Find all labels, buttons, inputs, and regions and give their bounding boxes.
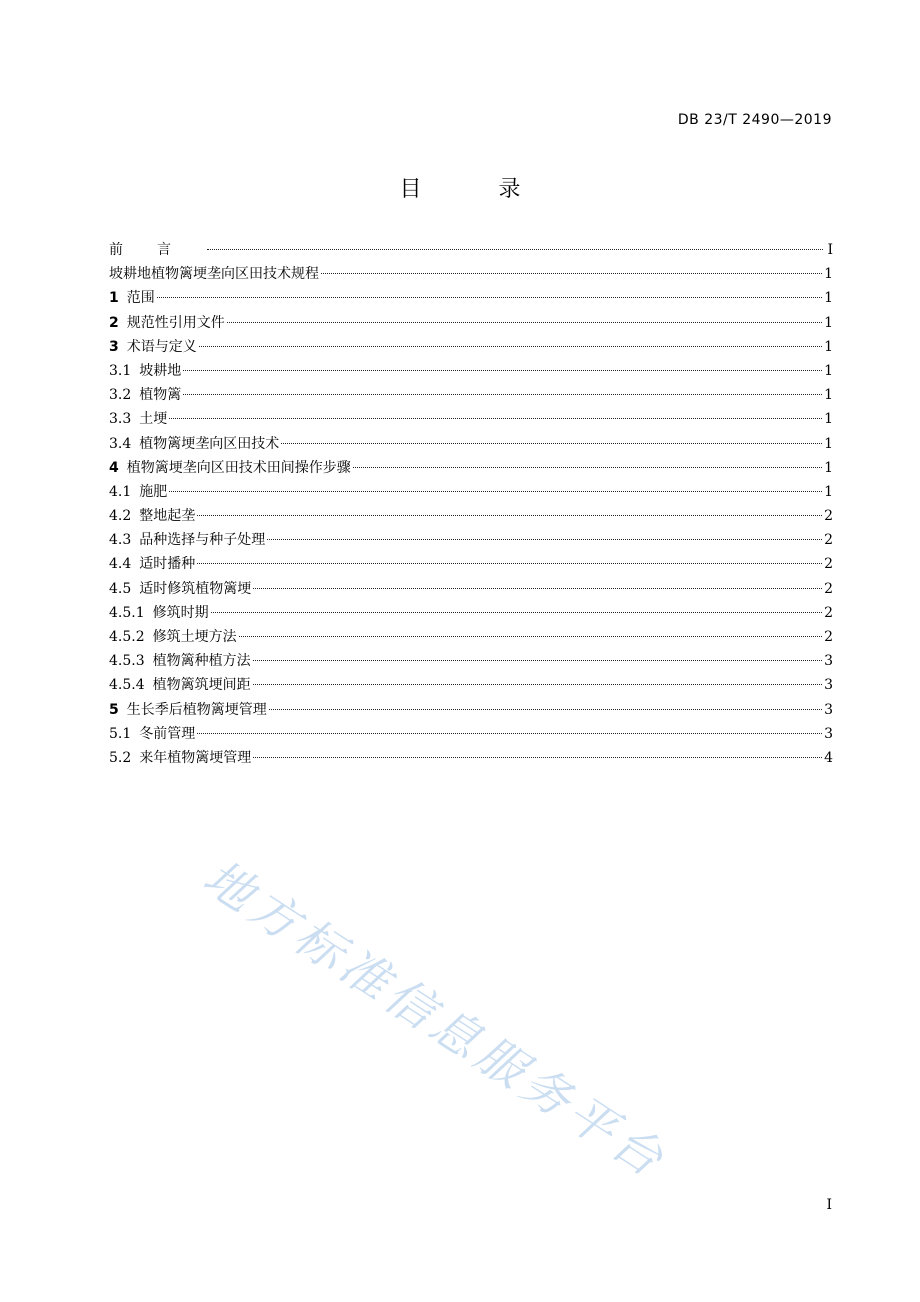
toc-entry[interactable] [109, 432, 833, 456]
toc-entry-label: 生长季后植物篱埂管理 [126, 701, 267, 718]
toc-entry-number: 4.3 [109, 532, 132, 549]
toc-entry-label: 适时播种 [139, 556, 196, 573]
toc-entry-leader-dots [169, 491, 822, 492]
toc-entry[interactable] [109, 504, 833, 528]
toc-entry[interactable] [109, 722, 833, 746]
toc-entry-number: 5 [109, 701, 119, 718]
toc-entry-page: 1 [824, 483, 833, 500]
toc-entry-number: 4.5 [109, 580, 132, 597]
document-code: DB 23/T 2490—2019 [677, 112, 832, 128]
toc-entry-page: 2 [824, 556, 833, 573]
toc-entry-label: 植物篱 [139, 387, 182, 404]
toc-entry-number: 5.1 [109, 725, 132, 742]
toc-entry-leader-dots [281, 443, 822, 444]
toc-entry-label: 施肥 [139, 483, 168, 500]
toc-entry-number: 4.5.3 [109, 653, 145, 670]
toc-entry[interactable] [109, 262, 833, 286]
toc-entry-page: 1 [824, 290, 833, 307]
toc-entry-leader-dots [321, 273, 822, 274]
toc-entry-label: 范围 [126, 290, 155, 307]
toc-entry-page: I [827, 242, 833, 258]
toc-entry-number: 2 [109, 314, 119, 331]
toc-entry-label: 修筑土埂方法 [152, 629, 237, 645]
toc-entry[interactable] [109, 528, 833, 552]
toc-entry[interactable] [109, 238, 833, 262]
toc-entry-label: 前言 [109, 242, 205, 258]
toc-entry[interactable] [109, 673, 833, 697]
toc-entry-leader-dots [183, 394, 822, 395]
toc-entry[interactable] [109, 698, 833, 722]
toc-entry-page: 2 [824, 508, 833, 525]
toc-entry-number: 4.5.1 [109, 604, 145, 621]
watermark: 地方标准信息服务平台 [193, 849, 677, 1191]
toc-entry-page: 2 [824, 532, 833, 549]
toc-entry-leader-dots [239, 636, 822, 637]
toc-entry-page: 1 [824, 411, 833, 428]
toc-entry-leader-dots [253, 588, 822, 589]
toc-entry-page: 1 [824, 266, 833, 283]
toc-entry-label: 规范性引用文件 [126, 314, 225, 331]
toc-entry[interactable] [109, 359, 833, 383]
toc-entry[interactable] [109, 601, 833, 625]
toc-entry[interactable] [109, 286, 833, 310]
toc-entry[interactable] [109, 552, 833, 576]
toc-entry-leader-dots [269, 709, 822, 710]
toc-entry[interactable] [109, 407, 833, 431]
toc-entry-page: 1 [824, 362, 833, 379]
toc-entry-page: 2 [824, 580, 833, 597]
toc-entry-label: 坡耕地植物篱埂垄向区田技术规程 [109, 266, 319, 283]
toc-entry-label: 品种选择与种子处理 [139, 532, 266, 549]
toc-entry[interactable] [109, 383, 833, 407]
toc-entry[interactable] [109, 746, 833, 770]
toc-entry-page: 3 [824, 653, 833, 670]
toc-entry-leader-dots [197, 515, 822, 516]
toc-entry-leader-dots [197, 733, 822, 734]
toc-entry-number: 4.5.4 [109, 677, 145, 694]
page-title: 目 录 [399, 177, 521, 202]
toc-entry-label: 坡耕地 [139, 362, 182, 379]
toc-entry-number: 4 [109, 459, 119, 476]
toc-entry[interactable] [109, 480, 833, 504]
toc-entry-leader-dots [267, 539, 822, 540]
toc-entry-page: 2 [824, 629, 833, 645]
toc-entry-leader-dots [253, 684, 822, 685]
toc-entry-leader-dots [253, 757, 822, 758]
toc-entry-label: 植物篱筑埂间距 [152, 677, 251, 694]
toc-entry-number: 4.2 [109, 508, 132, 525]
toc-entry[interactable] [109, 311, 833, 335]
toc-entry-label: 植物篱埂垄向区田技术田间操作步骤 [126, 459, 351, 476]
toc-entry-label: 来年植物篱埂管理 [139, 749, 252, 766]
toc-entry-leader-dots [197, 563, 822, 564]
toc-entry-leader-dots [227, 322, 822, 323]
toc-entry-page: 1 [824, 314, 833, 331]
toc-entry-label: 土埂 [139, 411, 168, 428]
toc-entry-number: 1 [109, 290, 119, 307]
toc-entry-leader-dots [253, 660, 822, 661]
toc-entry-number: 3.3 [109, 411, 132, 428]
toc-entry-page: 3 [824, 725, 833, 742]
toc-entry-leader-dots [211, 612, 822, 613]
toc-entry[interactable] [109, 649, 833, 673]
toc-entry-label: 整地起垄 [139, 508, 196, 525]
toc-entry-number: 4.5.2 [109, 629, 145, 645]
toc-entry-label: 冬前管理 [139, 725, 196, 742]
toc-entry-leader-dots [169, 418, 822, 419]
toc-entry-label: 术语与定义 [126, 338, 197, 355]
toc-entry-page: 1 [824, 387, 833, 404]
toc-entry-leader-dots [157, 297, 822, 298]
toc-entry-number: 4.1 [109, 483, 132, 500]
toc-entry[interactable] [109, 335, 833, 359]
toc-entry-leader-dots [183, 370, 822, 371]
toc-entry-number: 5.2 [109, 749, 132, 766]
toc-entry-leader-dots [199, 346, 822, 347]
toc-entry-number: 3.1 [109, 362, 132, 379]
toc-entry-number: 4.4 [109, 556, 132, 573]
toc-entry-label: 植物篱埂垄向区田技术 [139, 435, 280, 452]
toc-entry-leader-dots [207, 249, 823, 250]
toc-entry-leader-dots [353, 467, 822, 468]
page-number: I [826, 1197, 832, 1213]
toc-entry-page: 1 [824, 338, 833, 355]
toc-entry-label: 修筑时期 [152, 604, 209, 621]
toc-entry-number: 3 [109, 338, 119, 355]
toc-entry-label: 植物篱种植方法 [152, 653, 251, 670]
toc-entry[interactable] [109, 577, 833, 601]
toc-entry-page: 4 [824, 749, 833, 766]
toc-entry-number: 3.2 [109, 387, 132, 404]
toc-entry-page: 2 [824, 604, 833, 621]
toc-entry-page: 1 [824, 459, 833, 476]
toc-entry-number: 3.4 [109, 435, 132, 452]
toc-entry-label: 适时修筑植物篱埂 [139, 580, 252, 597]
toc-entry[interactable] [109, 456, 833, 480]
toc-entry-page: 1 [824, 435, 833, 452]
toc-entry-page: 3 [824, 701, 833, 718]
toc-entry[interactable] [109, 625, 833, 649]
toc-entry-page: 3 [824, 677, 833, 694]
table-of-contents [109, 238, 833, 770]
